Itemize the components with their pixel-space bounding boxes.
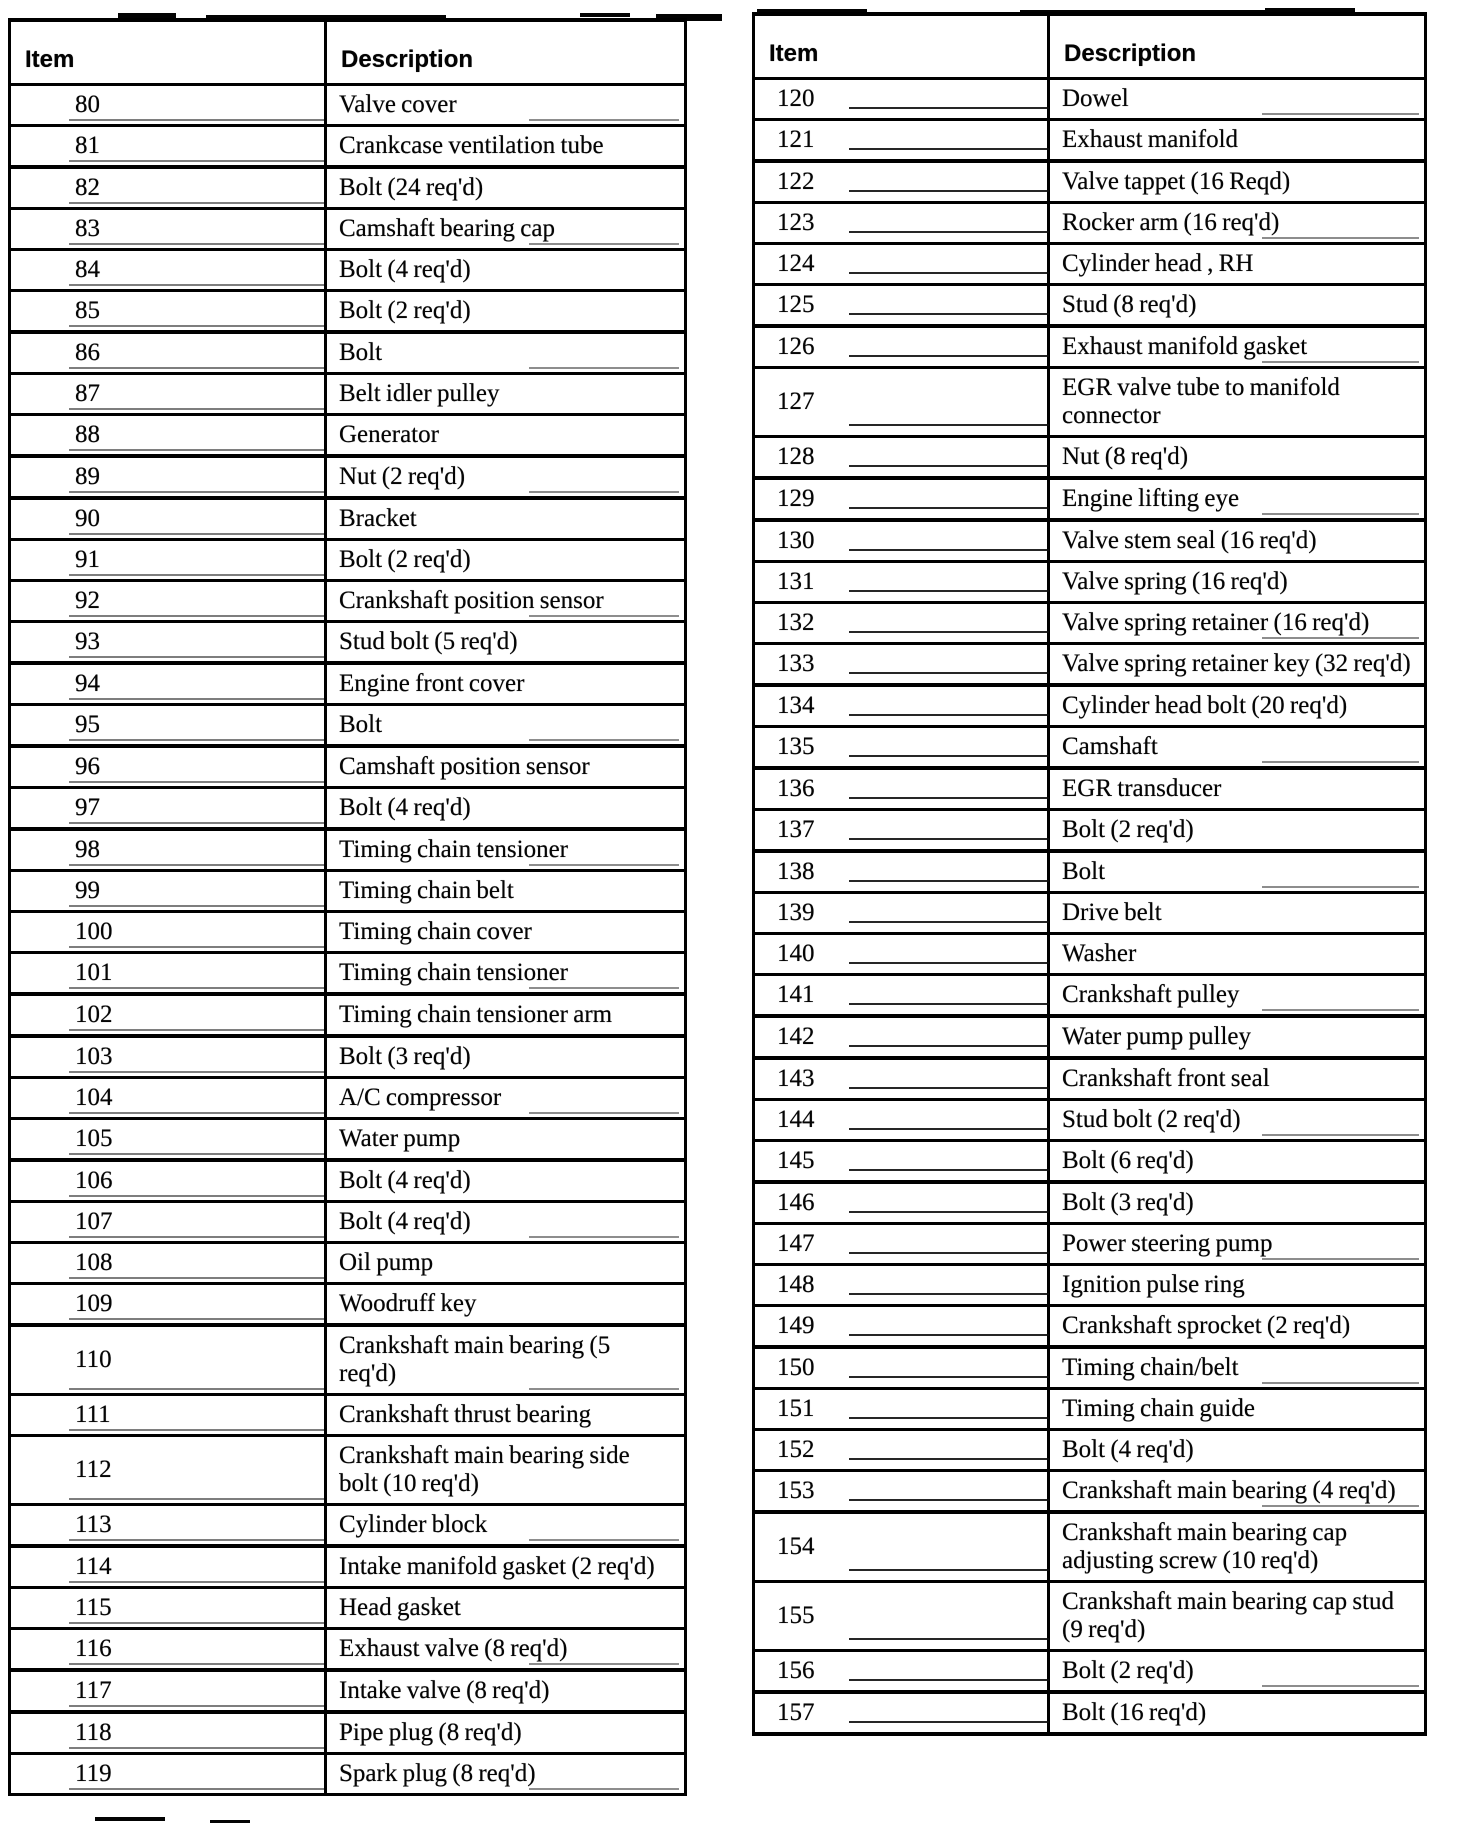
item-cell: 136: [754, 768, 1049, 810]
description-cell: Timing chain tensioner arm: [326, 994, 686, 1036]
table-row: [754, 202, 1426, 243]
description-cell: Valve cover: [326, 84, 686, 125]
item-cell: 134: [754, 685, 1049, 727]
description-cell: Bolt (16 req'd): [1049, 1692, 1426, 1734]
item-cell: 95: [10, 704, 326, 746]
item-cell: 151: [754, 1388, 1049, 1429]
description-cell: Ignition pulse ring: [1049, 1264, 1426, 1305]
table-row: [754, 1692, 1426, 1734]
description-cell: Bolt: [326, 704, 686, 746]
item-cell: 80: [10, 84, 326, 125]
item-cell: 157: [754, 1692, 1049, 1734]
description-cell: Timing chain tensioner: [326, 829, 686, 871]
item-cell: 88: [10, 414, 326, 456]
item-cell: 86: [10, 332, 326, 374]
item-cell: 84: [10, 249, 326, 290]
item-cell: 93: [10, 621, 326, 663]
item-cell: 137: [754, 809, 1049, 851]
table-row: [754, 851, 1426, 893]
item-cell: 100: [10, 911, 326, 952]
description-column-header: Description: [326, 20, 686, 84]
item-cell: 129: [754, 478, 1049, 520]
description-cell: EGR valve tube to manifold connector: [1049, 367, 1426, 436]
table-row: [754, 326, 1426, 368]
description-cell: Bracket: [326, 498, 686, 540]
item-cell: 142: [754, 1016, 1049, 1058]
table-row: [10, 1587, 686, 1628]
table-row: [754, 1264, 1426, 1305]
table-row: [10, 829, 686, 871]
table-row: [10, 1325, 686, 1395]
table-row: [754, 1223, 1426, 1264]
item-cell: 105: [10, 1118, 326, 1160]
description-cell: EGR transducer: [1049, 768, 1426, 810]
table-row: [754, 1058, 1426, 1100]
scan-artifact: [580, 13, 630, 17]
description-cell: Woodruff key: [326, 1283, 686, 1325]
description-cell: Exhaust valve (8 req'd): [326, 1628, 686, 1670]
item-cell: 146: [754, 1182, 1049, 1224]
item-cell: 127: [754, 367, 1049, 436]
parts-table-items-120-157: [752, 12, 1427, 1736]
description-cell: Crankshaft front seal: [1049, 1058, 1426, 1100]
description-cell: Generator: [326, 414, 686, 456]
item-cell: 98: [10, 829, 326, 871]
table-row: [10, 1036, 686, 1078]
description-cell: Stud (8 req'd): [1049, 284, 1426, 326]
description-cell: Bolt (6 req'd): [1049, 1140, 1426, 1182]
item-cell: 153: [754, 1470, 1049, 1512]
item-column-header: Item: [10, 20, 326, 84]
description-cell: Crankshaft main bearing cap stud (9 req'd): [1049, 1581, 1426, 1650]
table-row: [10, 1283, 686, 1325]
item-cell: 130: [754, 520, 1049, 562]
item-cell: 87: [10, 373, 326, 414]
item-cell: 140: [754, 933, 1049, 974]
description-cell: Crankshaft sprocket (2 req'd): [1049, 1305, 1426, 1347]
item-cell: 109: [10, 1283, 326, 1325]
description-cell: Nut (8 req'd): [1049, 436, 1426, 478]
description-cell: Valve tappet (16 Reqd): [1049, 161, 1426, 203]
item-cell: 154: [754, 1512, 1049, 1582]
table-row: [754, 119, 1426, 161]
item-cell: 152: [754, 1429, 1049, 1470]
header-row: [10, 20, 686, 84]
description-cell: Valve spring (16 req'd): [1049, 561, 1426, 602]
table-row: [10, 1753, 686, 1794]
description-cell: Rocker arm (16 req'd): [1049, 202, 1426, 243]
item-column-header: Item: [754, 14, 1049, 78]
table-row: [10, 290, 686, 332]
table-row: [10, 84, 686, 125]
description-cell: Crankshaft main bearing cap adjusting screw (10 req'd): [1049, 1512, 1426, 1582]
description-cell: Bolt (3 req'd): [326, 1036, 686, 1078]
description-cell: Timing chain/belt: [1049, 1347, 1426, 1389]
description-cell: Pipe plug (8 req'd): [326, 1712, 686, 1754]
item-cell: 149: [754, 1305, 1049, 1347]
item-cell: 82: [10, 167, 326, 209]
table-row: [754, 367, 1426, 436]
table-row: [10, 456, 686, 498]
item-cell: 113: [10, 1504, 326, 1546]
item-cell: 121: [754, 119, 1049, 161]
description-cell: Engine lifting eye: [1049, 478, 1426, 520]
table-row: [754, 1429, 1426, 1470]
table-row: [10, 621, 686, 663]
description-cell: Bolt (4 req'd): [326, 1160, 686, 1202]
table-row: [10, 1628, 686, 1670]
table-row: [754, 1016, 1426, 1058]
item-cell: 81: [10, 125, 326, 167]
table-row: [10, 746, 686, 788]
description-cell: Timing chain belt: [326, 870, 686, 911]
description-cell: Water pump pulley: [1049, 1016, 1426, 1058]
parts-table-items-80-119: [8, 18, 687, 1796]
table-row: [10, 332, 686, 374]
item-cell: 118: [10, 1712, 326, 1754]
description-cell: Crankshaft main bearing (5 req'd): [326, 1325, 686, 1395]
item-cell: 135: [754, 726, 1049, 768]
item-cell: 90: [10, 498, 326, 540]
table-row: [10, 1546, 686, 1588]
item-cell: 145: [754, 1140, 1049, 1182]
item-cell: 92: [10, 580, 326, 621]
description-cell: Camshaft bearing cap: [326, 208, 686, 249]
description-cell: Valve stem seal (16 req'd): [1049, 520, 1426, 562]
table-row: [10, 539, 686, 580]
table-row: [754, 1581, 1426, 1650]
item-cell: 97: [10, 787, 326, 829]
item-cell: 120: [754, 78, 1049, 119]
item-cell: 143: [754, 1058, 1049, 1100]
table-row: [10, 1077, 686, 1118]
table-row: [10, 1435, 686, 1504]
description-cell: Washer: [1049, 933, 1426, 974]
table-row: [10, 663, 686, 705]
table-row: [754, 974, 1426, 1016]
table-row: [754, 561, 1426, 602]
description-cell: Head gasket: [326, 1587, 686, 1628]
item-cell: 132: [754, 602, 1049, 643]
item-cell: 141: [754, 974, 1049, 1016]
table-row: [10, 414, 686, 456]
table-row: [10, 208, 686, 249]
item-cell: 116: [10, 1628, 326, 1670]
table-row: [754, 284, 1426, 326]
item-cell: 110: [10, 1325, 326, 1395]
item-cell: 119: [10, 1753, 326, 1794]
item-cell: 108: [10, 1242, 326, 1283]
scan-artifact: [95, 1817, 165, 1821]
table-row: [10, 1160, 686, 1202]
table-row: [10, 870, 686, 911]
description-cell: Exhaust manifold gasket: [1049, 326, 1426, 368]
description-cell: Engine front cover: [326, 663, 686, 705]
description-cell: Stud bolt (5 req'd): [326, 621, 686, 663]
item-cell: 131: [754, 561, 1049, 602]
description-cell: Bolt: [1049, 851, 1426, 893]
item-cell: 155: [754, 1581, 1049, 1650]
description-cell: Bolt (24 req'd): [326, 167, 686, 209]
table-row: [10, 911, 686, 952]
table-row: [10, 373, 686, 414]
description-cell: Bolt (4 req'd): [1049, 1429, 1426, 1470]
table-row: [10, 1670, 686, 1712]
description-cell: Crankshaft position sensor: [326, 580, 686, 621]
description-cell: Exhaust manifold: [1049, 119, 1426, 161]
table-row: [10, 1201, 686, 1242]
table-row: [10, 787, 686, 829]
table-row: [10, 1504, 686, 1546]
table-row: [754, 1305, 1426, 1347]
table-row: [754, 602, 1426, 643]
description-cell: Intake valve (8 req'd): [326, 1670, 686, 1712]
table-row: [754, 520, 1426, 562]
description-cell: Timing chain guide: [1049, 1388, 1426, 1429]
item-cell: 144: [754, 1099, 1049, 1140]
description-cell: Crankshaft main bearing (4 req'd): [1049, 1470, 1426, 1512]
description-cell: Crankcase ventilation tube: [326, 125, 686, 167]
item-cell: 85: [10, 290, 326, 332]
table-row: [754, 1650, 1426, 1692]
description-cell: Bolt (2 req'd): [326, 539, 686, 580]
description-cell: Bolt: [326, 332, 686, 374]
description-cell: Timing chain tensioner: [326, 952, 686, 994]
item-cell: 102: [10, 994, 326, 1036]
table-row: [754, 643, 1426, 685]
description-cell: Timing chain cover: [326, 911, 686, 952]
table-row: [10, 1118, 686, 1160]
description-cell: Crankshaft thrust bearing: [326, 1394, 686, 1435]
table-row: [10, 249, 686, 290]
description-cell: Bolt (3 req'd): [1049, 1182, 1426, 1224]
item-cell: 128: [754, 436, 1049, 478]
description-cell: Crankshaft pulley: [1049, 974, 1426, 1016]
table-row: [754, 161, 1426, 203]
table-row: [754, 726, 1426, 768]
description-cell: Drive belt: [1049, 892, 1426, 933]
description-cell: Cylinder head bolt (20 req'd): [1049, 685, 1426, 727]
table-row: [10, 952, 686, 994]
item-cell: 112: [10, 1435, 326, 1504]
table-row: [10, 704, 686, 746]
description-cell: Crankshaft main bearing side bolt (10 req'd): [326, 1435, 686, 1504]
item-cell: 138: [754, 851, 1049, 893]
item-cell: 124: [754, 243, 1049, 284]
description-cell: Valve spring retainer (16 req'd): [1049, 602, 1426, 643]
table-row: [754, 1347, 1426, 1389]
description-cell: Power steering pump: [1049, 1223, 1426, 1264]
item-cell: 122: [754, 161, 1049, 203]
item-cell: 126: [754, 326, 1049, 368]
item-cell: 89: [10, 456, 326, 498]
description-cell: Intake manifold gasket (2 req'd): [326, 1546, 686, 1588]
description-cell: Valve spring retainer key (32 req'd): [1049, 643, 1426, 685]
description-cell: Nut (2 req'd): [326, 456, 686, 498]
table-row: [10, 994, 686, 1036]
item-cell: 103: [10, 1036, 326, 1078]
table-row: [754, 1388, 1426, 1429]
scan-artifact: [210, 1820, 250, 1823]
description-cell: Spark plug (8 req'd): [326, 1753, 686, 1794]
table-row: [754, 685, 1426, 727]
item-cell: 106: [10, 1160, 326, 1202]
item-cell: 107: [10, 1201, 326, 1242]
description-cell: Bolt (2 req'd): [326, 290, 686, 332]
table-row: [10, 580, 686, 621]
table-row: [754, 1099, 1426, 1140]
table-row: [754, 892, 1426, 933]
description-cell: A/C compressor: [326, 1077, 686, 1118]
description-cell: Cylinder head , RH: [1049, 243, 1426, 284]
table-row: [754, 768, 1426, 810]
description-cell: Water pump: [326, 1118, 686, 1160]
description-cell: Cylinder block: [326, 1504, 686, 1546]
item-cell: 156: [754, 1650, 1049, 1692]
table-row: [10, 125, 686, 167]
table-row: [10, 498, 686, 540]
table-row: [754, 933, 1426, 974]
table-row: [754, 1182, 1426, 1224]
table-row: [754, 1512, 1426, 1582]
description-column-header: Description: [1049, 14, 1426, 78]
description-cell: Bolt (2 req'd): [1049, 1650, 1426, 1692]
description-cell: Bolt (2 req'd): [1049, 809, 1426, 851]
table-row: [10, 167, 686, 209]
table-row: [754, 1470, 1426, 1512]
item-cell: 133: [754, 643, 1049, 685]
description-cell: Belt idler pulley: [326, 373, 686, 414]
item-cell: 150: [754, 1347, 1049, 1389]
table-row: [10, 1712, 686, 1754]
header-row: [754, 14, 1426, 78]
item-cell: 123: [754, 202, 1049, 243]
item-cell: 139: [754, 892, 1049, 933]
table-row: [754, 478, 1426, 520]
description-cell: Bolt (4 req'd): [326, 787, 686, 829]
table-row: [10, 1242, 686, 1283]
item-cell: 111: [10, 1394, 326, 1435]
description-cell: Stud bolt (2 req'd): [1049, 1099, 1426, 1140]
description-cell: Dowel: [1049, 78, 1426, 119]
table-row: [754, 809, 1426, 851]
item-cell: 117: [10, 1670, 326, 1712]
item-cell: 94: [10, 663, 326, 705]
description-cell: Bolt (4 req'd): [326, 1201, 686, 1242]
description-cell: Oil pump: [326, 1242, 686, 1283]
item-cell: 115: [10, 1587, 326, 1628]
table-row: [754, 436, 1426, 478]
item-cell: 114: [10, 1546, 326, 1588]
item-cell: 147: [754, 1223, 1049, 1264]
item-cell: 125: [754, 284, 1049, 326]
item-cell: 91: [10, 539, 326, 580]
description-cell: Camshaft position sensor: [326, 746, 686, 788]
description-cell: Bolt (4 req'd): [326, 249, 686, 290]
item-cell: 96: [10, 746, 326, 788]
description-cell: Camshaft: [1049, 726, 1426, 768]
item-cell: 104: [10, 1077, 326, 1118]
table-row: [10, 1394, 686, 1435]
table-row: [754, 1140, 1426, 1182]
table-row: [754, 243, 1426, 284]
table-row: [754, 78, 1426, 119]
item-cell: 101: [10, 952, 326, 994]
item-cell: 83: [10, 208, 326, 249]
item-cell: 148: [754, 1264, 1049, 1305]
item-cell: 99: [10, 870, 326, 911]
